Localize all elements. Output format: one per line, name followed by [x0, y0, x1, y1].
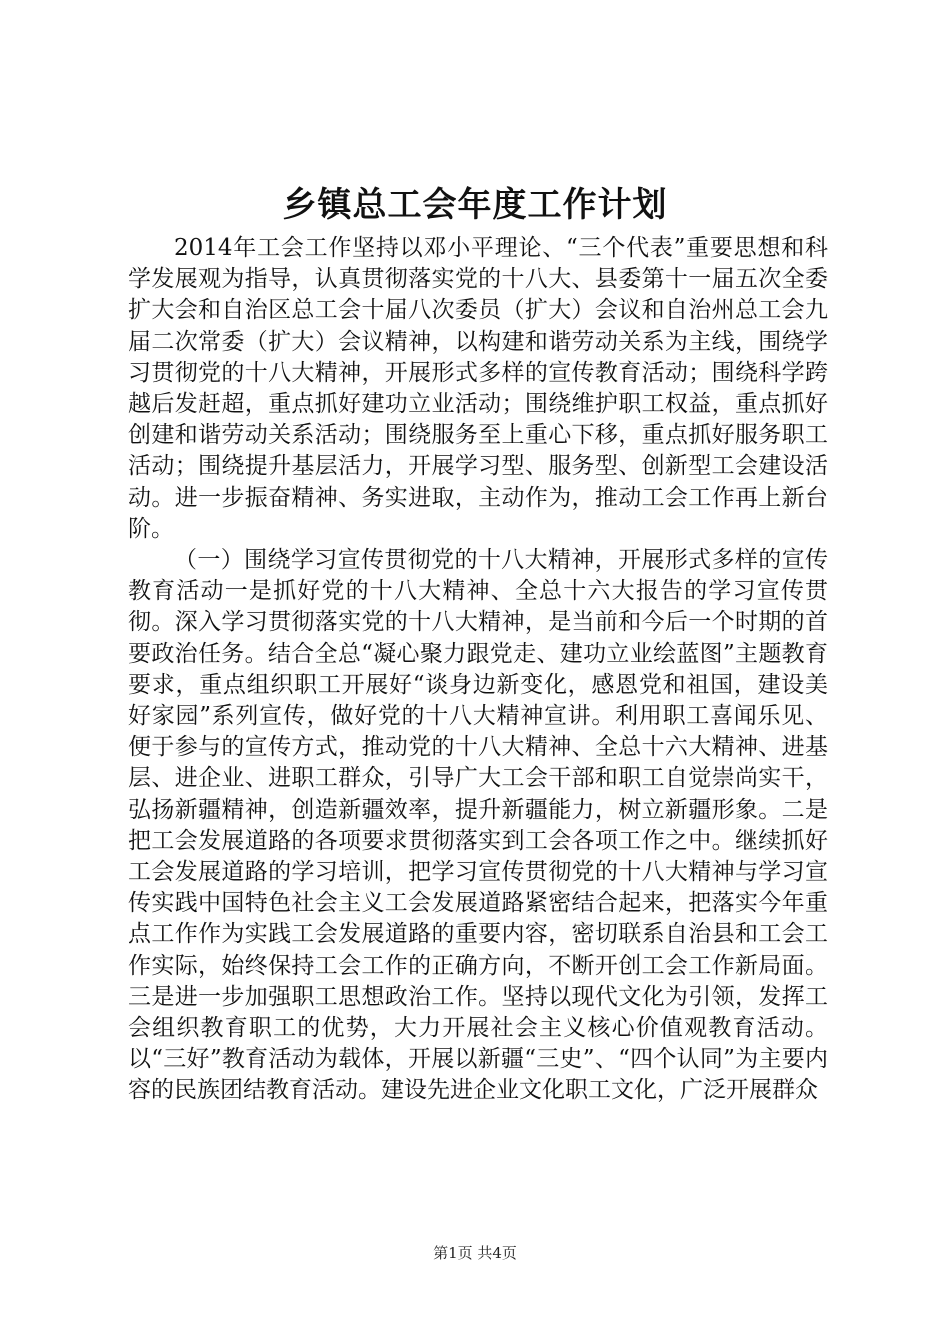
document-body: [128, 233, 828, 1107]
paragraph-section-1: （一）围绕学习宣传贯彻党的十八大精神，开展形式多样的宣传教育活动一是抓好党的十八大精神、全总十六大报告的学习宣传贯彻。深入学习贯彻落实党的十八大精神，是当前和今后一个时期的首要政治任务。结合全总“凝心聚力跟党走、建功立业绘蓝图”主题教育要求，重点组织职工开展好“谈身边新变化，感恩党和祖国，建设美好家园”系列宣传，做好党的十八大精神宣讲。利用职工喜闻乐见、便于参与的宣传方式，推动党的十八大精神、全总十六大精神、进基层、进企业、进职工群众，引导广大工会干部和职工自觉崇尚实干，弘扬新疆精神，创造新疆效率，提升新疆能力，树立新疆形象。二是把工会发展道路的各项要求贯彻落实到工会各项工作之中。继续抓好工会发展道路的学习培训，把学习宣传贯彻党的十八大精神与学习宣传实践中国特色社会主义工会发展道路紧密结合起来，把落实今年重点工作作为实践工会发展道路的重要内容，密切联系自治县和工会工作实际，始终保持工会工作的正确方向，不断开创工会工作新局面。三是进一步加强职工思想政治工作。坚持以现代文化为引领，发挥工会组织教育职工的优势，大力开展社会主义核心价值观教育活动。以“三好”教育活动为载体，开展以新疆“三史”、“四个认同”为主要内容的民族团结教育活动。建设先进企业文化职工文化，广泛开展群众: [128, 547, 828, 1104]
document-title: 乡镇总工会年度工作计划: [282, 185, 668, 225]
page-number-footer: 第1页 共4页: [433, 1244, 517, 1262]
paragraph-intro: 2014年工会工作坚持以邓小平理论、“三个代表”重要思想和科学发展观为指导，认真贯彻落实党的十八大、县委第十一届五次全委扩大会和自治区总工会十届八次委员（扩大）会议和自治州总工会九届二次常委（扩大）会议精神，以构建和谐劳动关系为主线，围绕学习贯彻党的十八大精神，开展形式多样的宣传教育活动；围绕科学跨越后发赶超，重点抓好建功立业活动；围绕维护职工权益，重点抓好创建和谐劳动关系活动；围绕服务至上重心下移，重点抓好服务职工活动；围绕提升基层活力，开展学习型、服务型、创新型工会建设活动。进一步振奋精神、务实进取，主动作为，推动工会工作再上新台阶。: [128, 235, 828, 542]
